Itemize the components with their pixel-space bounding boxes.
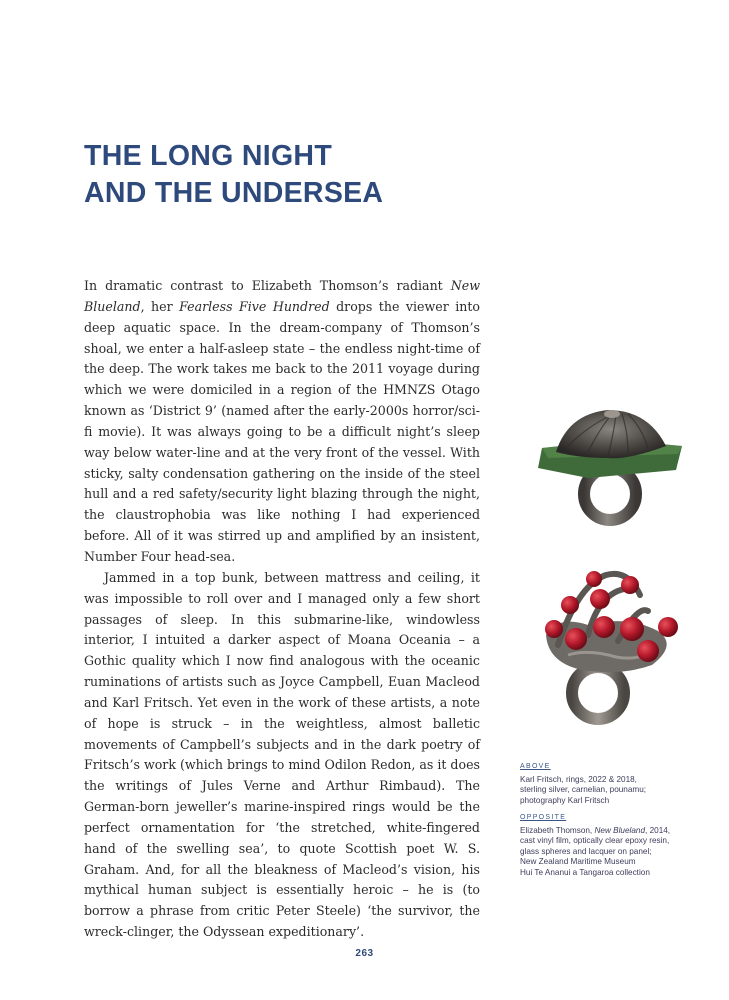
caption-above-line-1: Karl Fritsch, rings, 2022 & 2018, [520, 774, 637, 784]
caption-above-line-2: sterling silver, carnelian, pounamu; [520, 785, 647, 795]
caption-opposite-label: OPPOSITE [520, 814, 567, 821]
caption-above-line-3: photography Karl Fritsch [520, 795, 610, 805]
p1-text-2: , her [140, 298, 180, 314]
caption-above [520, 762, 700, 806]
caption-opposite-line-2: cast vinyl film, optically clear epoxy resin, [520, 836, 670, 846]
p1-text-1: In dramatic contrast to Elizabeth Thomson’s radiant [84, 278, 451, 293]
caption-opposite-line-1 [520, 826, 700, 837]
caption-opposite-line-3: glass spheres and lacquer on panel; [520, 846, 652, 856]
caption-opposite-artist: Elizabeth Thomson, [520, 825, 595, 835]
caption-opposite [520, 813, 700, 879]
p1-text-3: drops the viewer into deep aquatic space. In the dream-company of Thomson’s shoal, we enter a half-asleep state – the endless night-time of the deep. The work takes me back to the 2011 voyage during which we were domiciled in a region of the HMNZS Otago known as ‘District 9’ (named after the early-2000s horror/sci-fi movie). It was always going to be a difficult night’s sleep way below water-line and at the very front of the vessel. With sticky, salty condensation gathering on the inside of the steel hull and a red safety/security light blazing through the night, the claustrophobia was like nothing I had experienced before. All of it was stirred up and amplified by an insistent, Number Four head-sea. [84, 298, 480, 564]
ring-photo-pounamu [528, 398, 698, 528]
caption-opposite-work-title: New Blueland [594, 825, 646, 835]
page-title [84, 138, 504, 212]
paragraph-2: Jammed in a top bunk, between mattress and ceiling, it was impossible to roll over and I managed only a few short passages of sleep. In this submarine-like, windowless interior, I intuited a darker aspect of Moana Oceania – a Gothic quality which I now find analogous with the oceanic ruminations of artists such as Joyce Campbell, Euan Macleod and Karl Fritsch. Yet even in the work of these artists, a note of hope is struck – in the weightless, almost balletic movements of Campbell’s subjects and in the dark poetry of Fritsch’s work (which brings to mind Odilon Redon, as it does the writings of Jules Verne and Arthur Rimbaud). The German-born jeweller’s marine-inspired rings would be the perfect ornamentation for ‘the stretched, white-fingered hand of the swelling sea’, to quote Scottish poet W. S. Graham. And, for all the bleakness of Macleod’s vision, his mythical human subject is essentially heroic – he is (to borrow a phrase from critic Peter Steele) ‘the survivor, the wreck-clinger, the Odyssean expeditionary’. [84, 569, 480, 940]
caption-above-label: ABOVE [520, 763, 551, 770]
paragraph-1 [84, 276, 480, 568]
title-line-1: THE LONG NIGHT [84, 140, 333, 172]
caption-opposite-year: , 2014, [645, 825, 671, 835]
caption-opposite-line-5: Hui Te Ananui a Tangaroa collection [520, 867, 650, 877]
ring-photo-carnelian [528, 565, 698, 730]
body-text [84, 276, 480, 943]
title-line-2: AND THE UNDERSEA [84, 177, 384, 209]
p1-italic-new-blueland: New Blueland [84, 278, 480, 314]
page-number: 263 [355, 948, 374, 959]
pounamu-ring-illustration [528, 398, 698, 528]
caption-opposite-line-4: New Zealand Maritime Museum [520, 857, 636, 867]
p1-italic-fearless: Fearless Five Hundred [179, 298, 330, 314]
carnelian-ring-illustration [528, 565, 698, 730]
